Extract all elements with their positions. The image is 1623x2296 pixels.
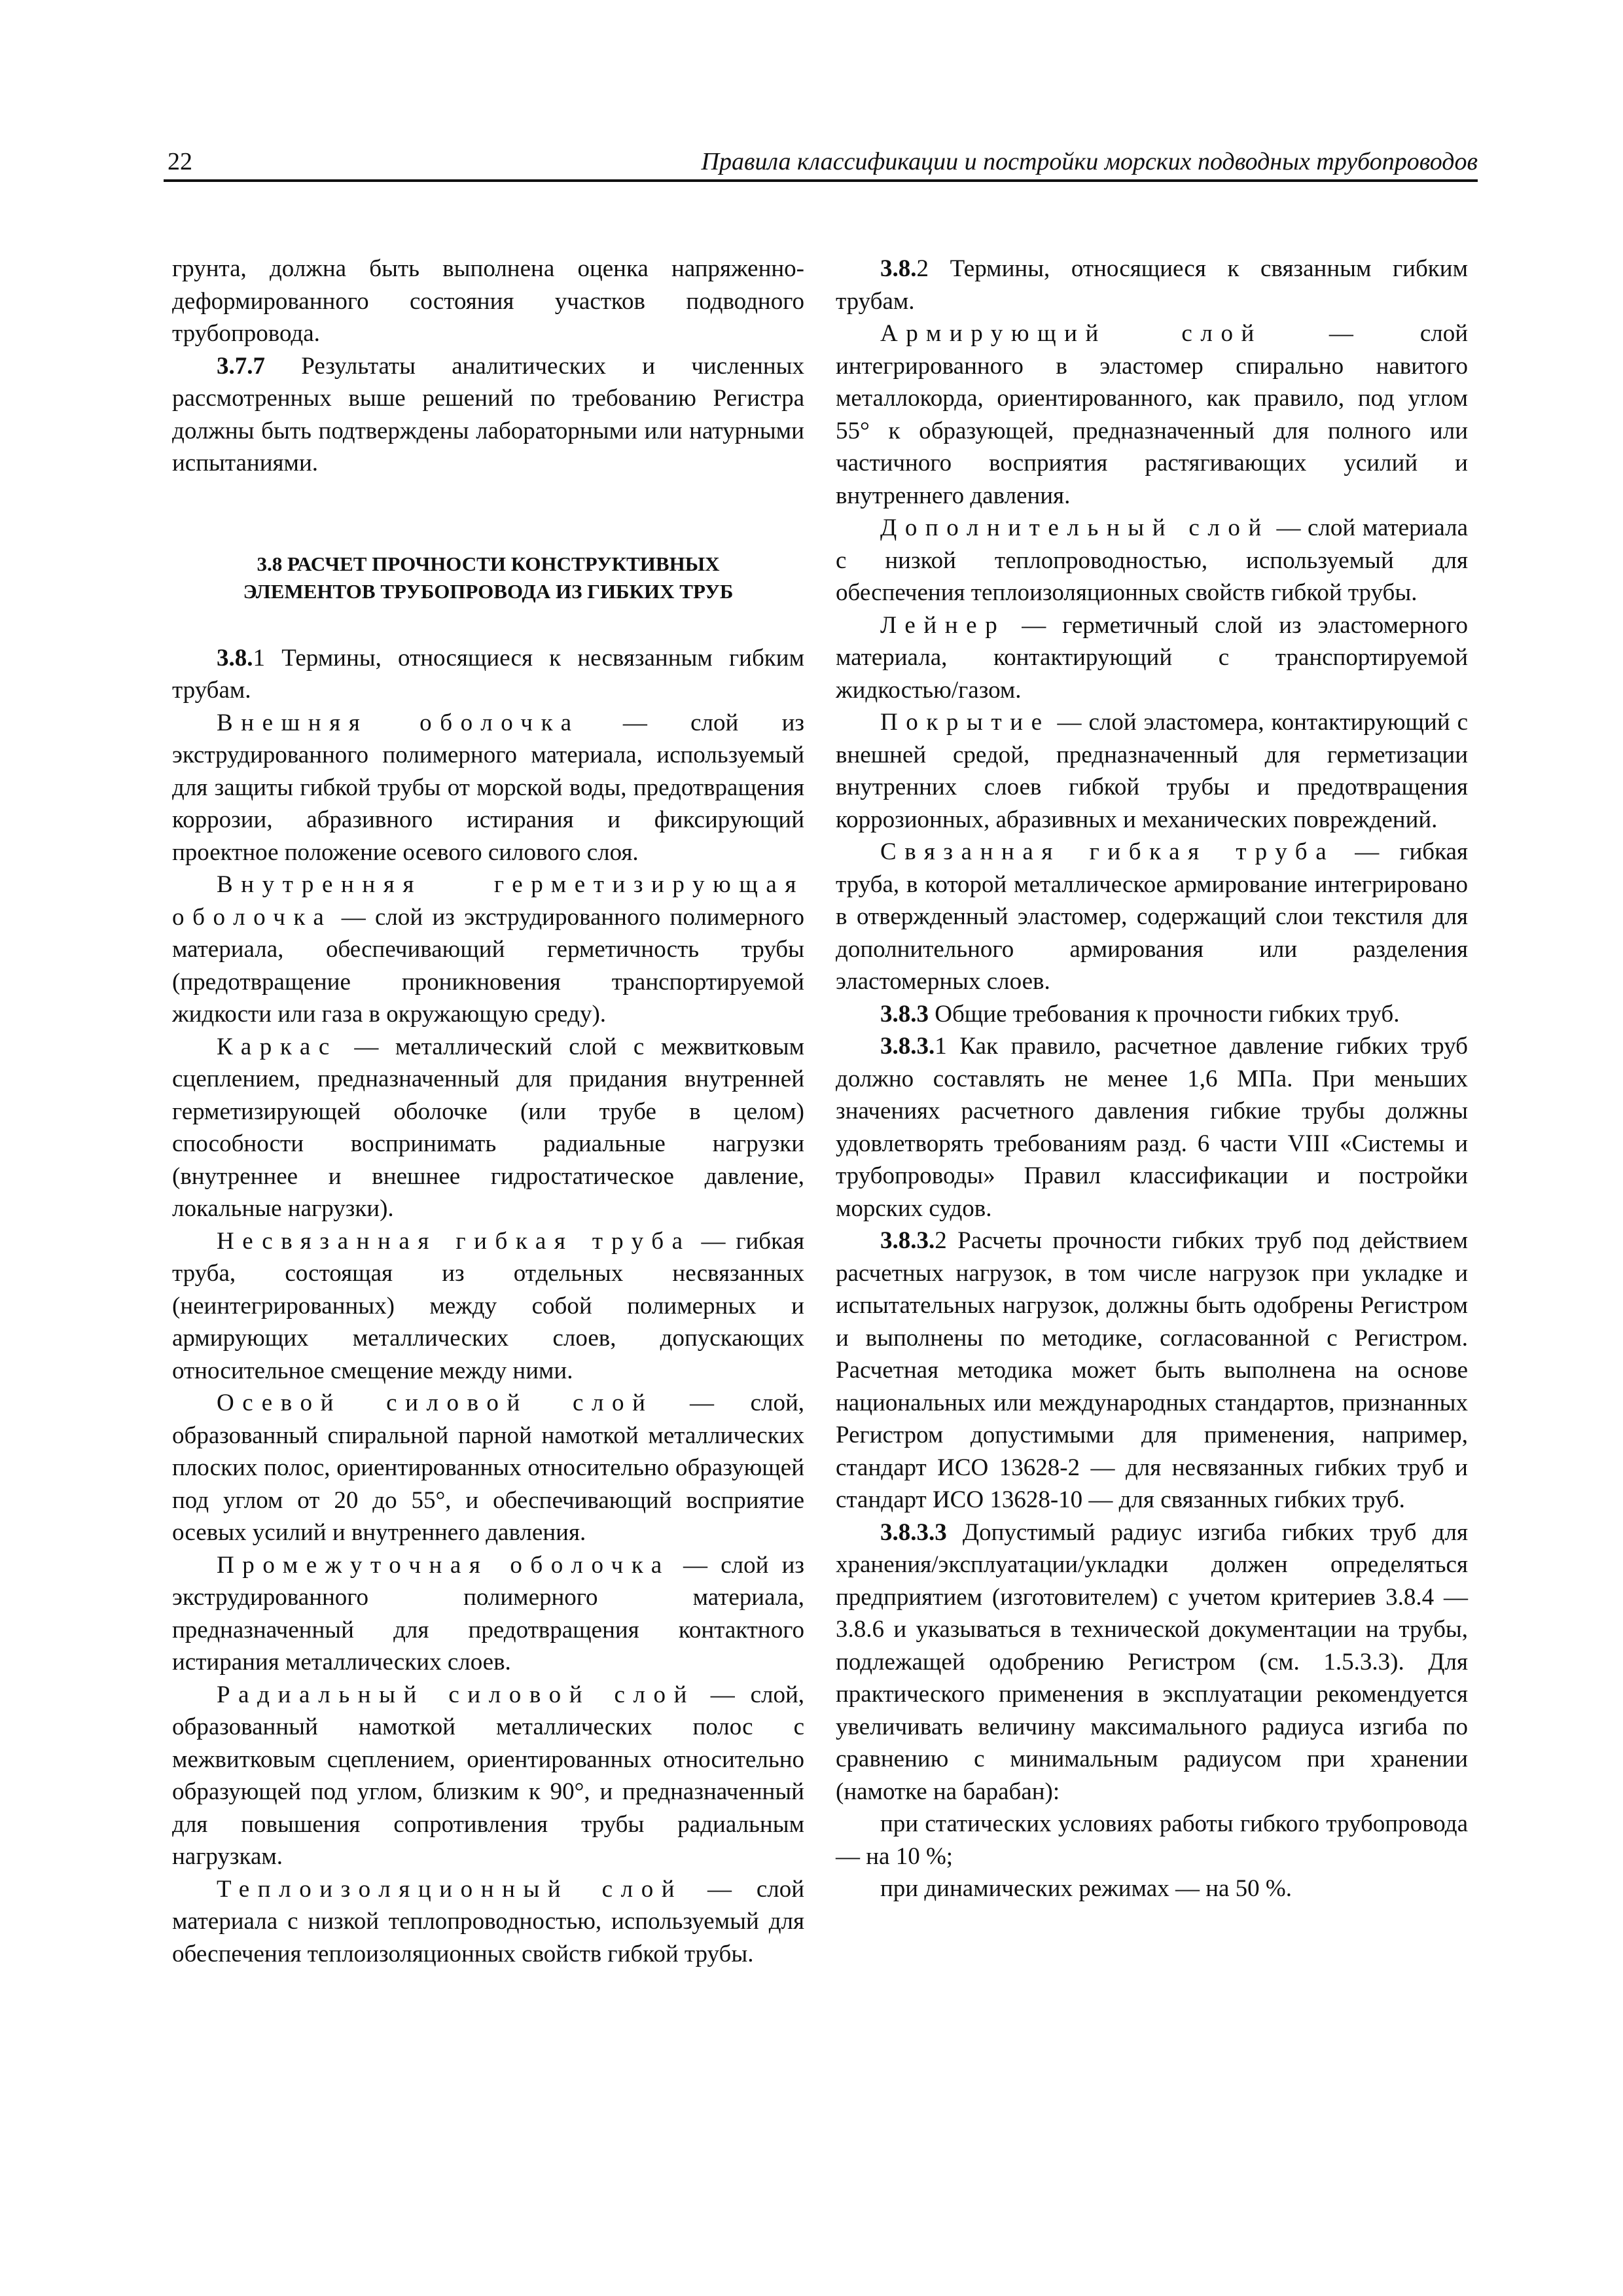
right-column bbox=[836, 253, 1468, 1905]
definition-intermediate-sheath: Промежуточная оболочка — слой из экструдированного полимерного материала, предназначенный для предотвращения контактного истирания металлических слоев. bbox=[172, 1551, 805, 1676]
page-number: 22 bbox=[168, 148, 192, 175]
clause-number: 3.8.3 bbox=[880, 1000, 929, 1028]
list-item-static: при статических условиях работы гибкого трубопровода — на 10 %; bbox=[836, 1810, 1468, 1870]
definition-inner-pressure-sheath: Внутренняя герметизирующая оболочка — слой из экструдированного полимерного материала, обеспечивающий герметичность трубы (предотвращение проникновения транспортируемой жидкости или газа в окружающую среду). bbox=[172, 871, 804, 1028]
definition-additional-layer: Дополнительный слой — слой материала с низкой теплопроводностью, используемый для обеспечения теплоизоляционных свойств гибкой трубы. bbox=[836, 514, 1468, 606]
paragraph-continuation: грунта, должна быть выполнена оценка напряженно-деформированного состояния участков подводного трубопровода. bbox=[172, 255, 804, 347]
term: Внешняя оболочка bbox=[217, 709, 580, 736]
definition-carcass: Каркас — металлический слой с межвитковым сцеплением, предназначенный для придания внутренней герметизирующей оболочке (или трубе в целом) способности воспринимать радиальные нагрузки (внутреннее и внешнее гидростатическое давление, локальные нагрузки). bbox=[172, 1033, 804, 1222]
paragraph-3-8-3-1: 3.8.3.1 Как правило, расчетное давление гибких труб должно составлять не менее 1,6 МПа. При меньших значениях расчетного давления гибкие трубы должны удовлетворять требованиям разд. 6 части VIII «Системы и трубопроводы» Правил классификации и постройки морских судов. bbox=[836, 1033, 1468, 1222]
definition-outer-sheath: Внешняя оболочка — слой из экструдированного полимерного материала, используемый для защиты гибкой трубы от морской воды, предотвращения коррозии, абразивного истирания и фиксирующий проектное положение осевого силового слоя. bbox=[172, 709, 804, 866]
term: Каркас bbox=[217, 1033, 338, 1060]
term: Промежуточная оболочка bbox=[217, 1551, 670, 1579]
term: Внутренняя герметизирующая оболочка bbox=[172, 871, 804, 931]
term: Радиальный силовой слой bbox=[217, 1681, 695, 1708]
term: Связанная гибкая труба bbox=[880, 838, 1335, 865]
definition-liner: Лейнер — герметичный слой из эластомерного материала, контактирующий с транспортируемой жидкостью/газом. bbox=[836, 611, 1468, 704]
term: Лейнер bbox=[880, 611, 1006, 639]
paragraph-3-8-3: 3.8.3 Общие требования к прочности гибких труб. bbox=[880, 1000, 1400, 1028]
paragraph-3-8-1: 3.8.1 Термины, относящиеся к несвязанным гибким трубам. bbox=[172, 644, 804, 704]
paragraph-3-8-3-2: 3.8.3.2 Расчеты прочности гибких труб под действием расчетных нагрузок, в том числе нагрузок при укладке и испытательных нагрузок, должны быть одобрены Регистром и выполнены по методике, согласованной с Регистром. Расчетная методика может быть выполнена на основе национальных или международных стандартов, признанных Регистром допустимыми для применения, например, стандарт ИСО 13628-2 — для несвязанных гибких труб и стандарт ИСО 13628-10 — для связанных гибких труб. bbox=[836, 1227, 1468, 1513]
clause-number: 3.8.3.3 bbox=[880, 1518, 947, 1546]
term: Дополнительный слой bbox=[880, 514, 1270, 541]
definition-reinforcing-layer: Армирующий слой — слой интегрированного в эластомер спирально навитого металлокорда, ориентированного, как правило, под углом 55° к образующей, предназначенный для полного или частичного восприятия растягивающих усилий и внутреннего давления. bbox=[836, 320, 1469, 509]
definition-unbonded-pipe: Несвязанная гибкая труба — гибкая труба, состоящая из отдельных несвязанных (неинтегрированных) между собой полимерных и армирующих металлических слоев, допускающих относительное смещение между ними. bbox=[172, 1227, 804, 1384]
term: Несвязанная гибкая труба bbox=[217, 1227, 691, 1255]
list-item-dynamic: при динамических режимах — на 50 %. bbox=[880, 1875, 1292, 1902]
running-title: Правила классификации и постройки морских подводных трубопроводов bbox=[701, 148, 1478, 175]
definition-tensile-armour: Осевой силовой слой — слой, образованный спиральной парной намоткой металлических плоских полос, ориентированных относительно образующей под углом от 20 до 55°, и обеспечивающий восприятие осевых усилий и внутреннего давления. bbox=[172, 1390, 805, 1546]
section-heading: 3.8 РАСЧЕТ ПРОЧНОСТИ КОНСТРУКТИВНЫХ ЭЛЕМЕНТОВ ТРУБОПРОВОДА ИЗ ГИБКИХ ТРУБ bbox=[243, 552, 734, 603]
paragraph-3-8-3-3: 3.8.3.3 Допустимый радиус изгиба гибких труб для хранения/эксплуатации/укладки должен определяться предприятием (изготовителем) с учетом критериев 3.8.4 — 3.8.6 и указываться в технической документации на трубы, подлежащей одобрению Регистром (см. 1.5.3.3). Для практического применения в эксплуатации рекомендуется увеличивать величину максимального радиуса изгиба по сравнению с минимальным радиусом при хранении (намотке на барабан): bbox=[836, 1518, 1468, 1805]
term: Покрытие bbox=[880, 709, 1050, 736]
clause-number: 3.8. bbox=[217, 644, 253, 672]
term: Осевой силовой слой bbox=[217, 1390, 654, 1416]
left-column bbox=[172, 253, 804, 1970]
definition-cover: Покрытие — слой эластомера, контактирующий с внешней средой, предназначенный для герметизации внутренних слоев гибкой трубы и предотвращения коррозионных, абразивных и механических повреждений. bbox=[836, 709, 1468, 833]
clause-number: 3.8. bbox=[880, 255, 917, 282]
paragraph-3-8-2: 3.8.2 Термины, относящиеся к связанным гибким трубам. bbox=[836, 255, 1468, 315]
term: Теплоизоляционный слой bbox=[217, 1875, 683, 1903]
term: Армирующий слой bbox=[880, 320, 1262, 347]
page-header bbox=[164, 145, 1478, 178]
paragraph-3-7-7: 3.7.7 Результаты аналитических и численных рассмотренных выше решений по требованию Регистра должны быть подтверждены лабораторными или натурными испытаниями. bbox=[172, 352, 804, 476]
header-rule bbox=[164, 179, 1478, 182]
clause-number: 3.8.3. bbox=[880, 1227, 935, 1254]
definition-insulation-layer: Теплоизоляционный слой — слой материала с низкой теплопроводностью, используемый для обеспечения теплоизоляционных свойств гибкой трубы. bbox=[172, 1875, 805, 1967]
clause-number: 3.7.7 bbox=[217, 352, 265, 380]
definition-pressure-armour: Радиальный силовой слой — слой, образованный намоткой металлических полос с межвитковым сцеплением, ориентированных относительно образующей под углом, близким к 90°, и предназначенный для повышения сопротивления трубы радиальным нагрузкам. bbox=[172, 1681, 804, 1870]
clause-number: 3.8.3. bbox=[880, 1033, 935, 1060]
definition-bonded-pipe: Связанная гибкая труба — гибкая труба, в которой металлическое армирование интегрировано в отвержденный эластомер, содержащий слои текстиля для дополнительного армирования или разделения эластомерных слоев. bbox=[836, 838, 1468, 995]
